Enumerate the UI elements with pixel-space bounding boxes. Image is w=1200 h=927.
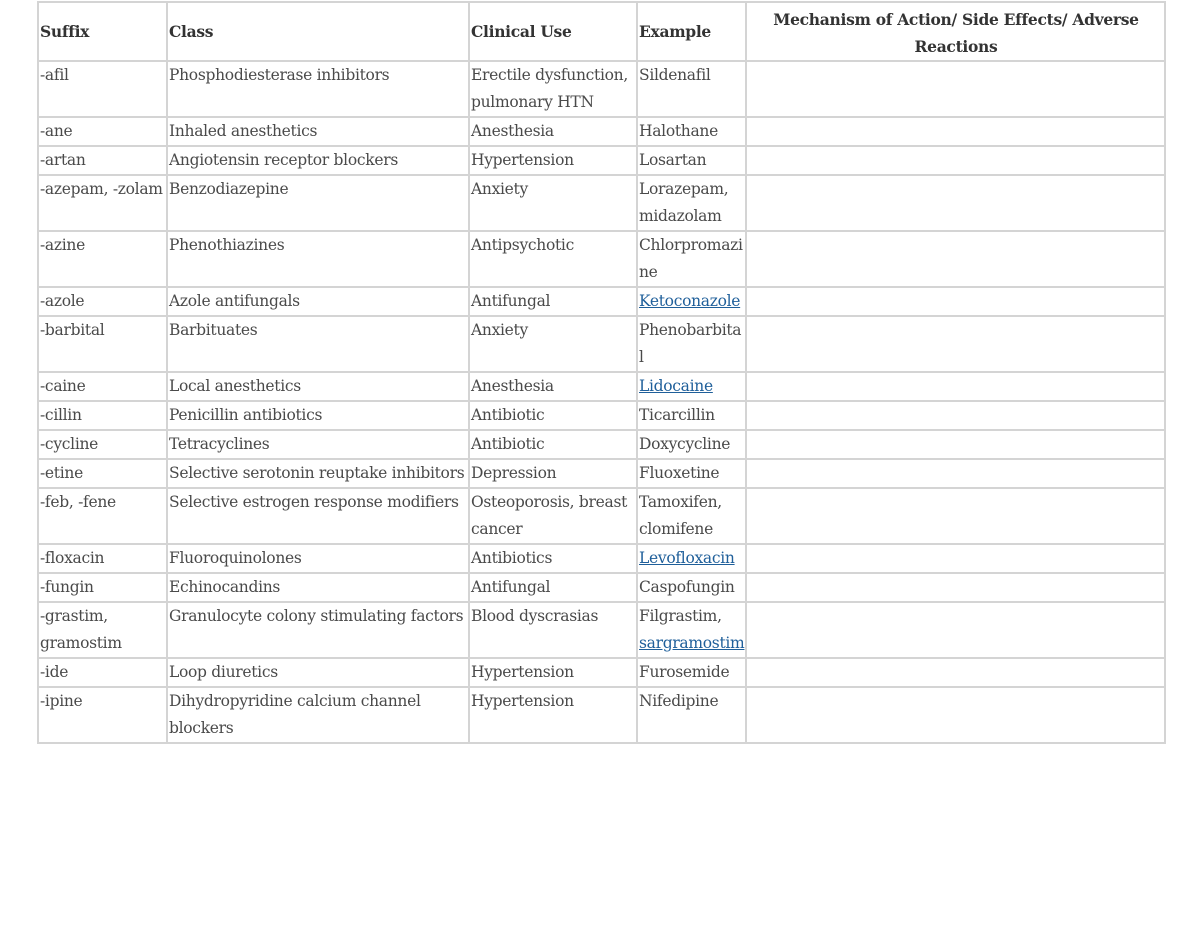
cell-mechanism[interactable]: [746, 231, 1165, 287]
cell-example: Sildenafil: [637, 61, 746, 117]
cell-suffix: -cycline: [38, 430, 167, 459]
cell-mechanism[interactable]: [746, 687, 1165, 743]
cell-clinical-use: Antipsychotic: [469, 231, 637, 287]
cell-example: Tamoxifen, clomifene: [637, 488, 746, 544]
cell-example: Furosemide: [637, 658, 746, 687]
cell-example: Fluoxetine: [637, 459, 746, 488]
header-clinical-use: Clinical Use: [469, 2, 637, 61]
cell-class: Azole antifungals: [167, 287, 469, 316]
cell-example: [637, 602, 746, 658]
cell-clinical-use: Antifungal: [469, 573, 637, 602]
cell-mechanism[interactable]: [746, 175, 1165, 231]
table-row: [38, 658, 1165, 687]
cell-class: Echinocandins: [167, 573, 469, 602]
cell-example: Ticarcillin: [637, 401, 746, 430]
cell-clinical-use: Hypertension: [469, 146, 637, 175]
cell-suffix: -feb, -fene: [38, 488, 167, 544]
table-row: [38, 117, 1165, 146]
cell-mechanism[interactable]: [746, 488, 1165, 544]
cell-mechanism[interactable]: [746, 287, 1165, 316]
cell-mechanism[interactable]: [746, 146, 1165, 175]
table-row: [38, 430, 1165, 459]
cell-mechanism[interactable]: [746, 61, 1165, 117]
cell-mechanism[interactable]: [746, 117, 1165, 146]
cell-suffix: -floxacin: [38, 544, 167, 573]
cell-suffix: -grastim, gramostim: [38, 602, 167, 658]
cell-class: Phosphodiesterase inhibitors: [167, 61, 469, 117]
cell-example: Lorazepam, midazolam: [637, 175, 746, 231]
cell-class: Angiotensin receptor blockers: [167, 146, 469, 175]
drug-suffix-table: [37, 1, 1166, 744]
cell-mechanism[interactable]: [746, 658, 1165, 687]
cell-mechanism[interactable]: [746, 544, 1165, 573]
table-row: [38, 573, 1165, 602]
cell-example: Chlorpromazine: [637, 231, 746, 287]
table-row: [38, 231, 1165, 287]
cell-suffix: -azepam, -zolam: [38, 175, 167, 231]
cell-suffix: -fungin: [38, 573, 167, 602]
cell-suffix: -azine: [38, 231, 167, 287]
cell-mechanism[interactable]: [746, 316, 1165, 372]
header-mechanism: Mechanism of Action/ Side Effects/ Adverse Reactions: [746, 2, 1165, 61]
cell-class: Selective estrogen response modifiers: [167, 488, 469, 544]
cell-class: Benzodiazepine: [167, 175, 469, 231]
table-row: [38, 287, 1165, 316]
table-row: [38, 459, 1165, 488]
cell-clinical-use: Anxiety: [469, 316, 637, 372]
cell-class: Loop diuretics: [167, 658, 469, 687]
cell-example: Losartan: [637, 146, 746, 175]
cell-clinical-use: Hypertension: [469, 687, 637, 743]
cell-mechanism[interactable]: [746, 372, 1165, 401]
table-row: [38, 146, 1165, 175]
table-row: [38, 488, 1165, 544]
cell-mechanism[interactable]: [746, 602, 1165, 658]
cell-suffix: -ane: [38, 117, 167, 146]
cell-clinical-use: Antifungal: [469, 287, 637, 316]
cell-clinical-use: Anesthesia: [469, 372, 637, 401]
example-text-filgrastim: Filgrastim,: [639, 607, 722, 625]
cell-mechanism[interactable]: [746, 401, 1165, 430]
cell-clinical-use: Osteoporosis, breast cancer: [469, 488, 637, 544]
cell-suffix: -ipine: [38, 687, 167, 743]
example-link-ketoconazole[interactable]: Ketoconazole: [639, 292, 741, 310]
cell-example: Halothane: [637, 117, 746, 146]
cell-mechanism[interactable]: [746, 459, 1165, 488]
cell-suffix: -artan: [38, 146, 167, 175]
cell-example: Doxycycline: [637, 430, 746, 459]
cell-example: [637, 287, 746, 316]
cell-suffix: -ide: [38, 658, 167, 687]
cell-suffix: -etine: [38, 459, 167, 488]
cell-mechanism[interactable]: [746, 573, 1165, 602]
cell-suffix: -cillin: [38, 401, 167, 430]
cell-clinical-use: Antibiotic: [469, 401, 637, 430]
cell-clinical-use: Depression: [469, 459, 637, 488]
header-example: Example: [637, 2, 746, 61]
cell-example: Caspofungin: [637, 573, 746, 602]
cell-class: Tetracyclines: [167, 430, 469, 459]
cell-clinical-use: Hypertension: [469, 658, 637, 687]
header-class: Class: [167, 2, 469, 61]
cell-clinical-use: Blood dyscrasias: [469, 602, 637, 658]
cell-class: Fluoroquinolones: [167, 544, 469, 573]
cell-example: Phenobarbital: [637, 316, 746, 372]
cell-class: Granulocyte colony stimulating factors: [167, 602, 469, 658]
cell-class: Phenothiazines: [167, 231, 469, 287]
cell-clinical-use: Erectile dysfunction, pulmonary HTN: [469, 61, 637, 117]
cell-class: Selective serotonin reuptake inhibitors: [167, 459, 469, 488]
table-row: [38, 316, 1165, 372]
cell-clinical-use: Anesthesia: [469, 117, 637, 146]
example-link-sargramostim[interactable]: sargramostim: [639, 634, 745, 652]
cell-suffix: -caine: [38, 372, 167, 401]
example-link-lidocaine[interactable]: Lidocaine: [639, 377, 713, 395]
table-row: [38, 401, 1165, 430]
cell-suffix: -azole: [38, 287, 167, 316]
table-row: [38, 175, 1165, 231]
cell-example: Nifedipine: [637, 687, 746, 743]
cell-class: Penicillin antibiotics: [167, 401, 469, 430]
cell-example: [637, 544, 746, 573]
cell-suffix: -barbital: [38, 316, 167, 372]
table-header-row: [38, 2, 1165, 61]
table-row: [38, 544, 1165, 573]
table-row: [38, 687, 1165, 743]
cell-clinical-use: Anxiety: [469, 175, 637, 231]
cell-clinical-use: Antibiotic: [469, 430, 637, 459]
cell-clinical-use: Antibiotics: [469, 544, 637, 573]
cell-example: [637, 372, 746, 401]
cell-mechanism[interactable]: [746, 430, 1165, 459]
example-link-levofloxacin[interactable]: Levofloxacin: [639, 549, 735, 567]
cell-class: Dihydropyridine calcium channel blockers: [167, 687, 469, 743]
cell-class: Inhaled anesthetics: [167, 117, 469, 146]
header-suffix: Suffix: [38, 2, 167, 61]
cell-suffix: -afil: [38, 61, 167, 117]
table-row: [38, 61, 1165, 117]
table-row: [38, 602, 1165, 658]
table-row: [38, 372, 1165, 401]
cell-class: Barbituates: [167, 316, 469, 372]
cell-class: Local anesthetics: [167, 372, 469, 401]
